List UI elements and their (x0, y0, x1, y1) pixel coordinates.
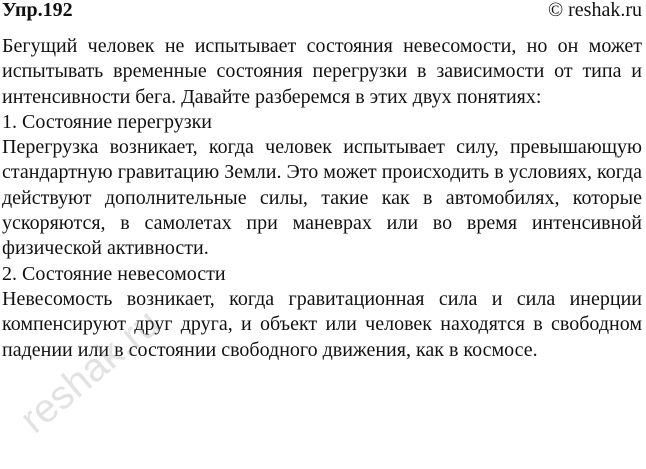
section-heading-weightlessness: 2. Состояние невесомости (2, 262, 226, 285)
textbook-page (2, 0, 642, 469)
weightlessness-paragraph: Невесомость возникает, когда гравитационная сила и сила инерции компенсируют друг друга, и объект или человек находятся в свободном падении или в состоянии свободного движения, как в космосе. (2, 287, 642, 361)
intro-paragraph: Бегущий человек не испытывает состояния невесомости, но он может испытывать временные состояния перегрузки в зависимости от типа и интенсивности бега. Давайте разберемся в этих двух понятиях: (2, 35, 642, 108)
watermark-logo: reshak.ru (12, 300, 169, 442)
page-header (2, 0, 642, 23)
source-credit: © reshak.ru (547, 0, 642, 21)
section-heading-overload: 1. Состояние перегрузки (2, 110, 213, 133)
exercise-number: Упр.192 (2, 0, 73, 21)
overload-paragraph: Перегрузка возникает, когда человек испытывает силу, превышающую стандартную гравитацию Земли. Это может происходить в условиях, когда действуют дополнительные силы, такие как в автомобилях, которые ускоряются, в самолетах при маневрах или во время интенсивной физической активности. (2, 136, 642, 260)
answer-text (2, 34, 642, 363)
